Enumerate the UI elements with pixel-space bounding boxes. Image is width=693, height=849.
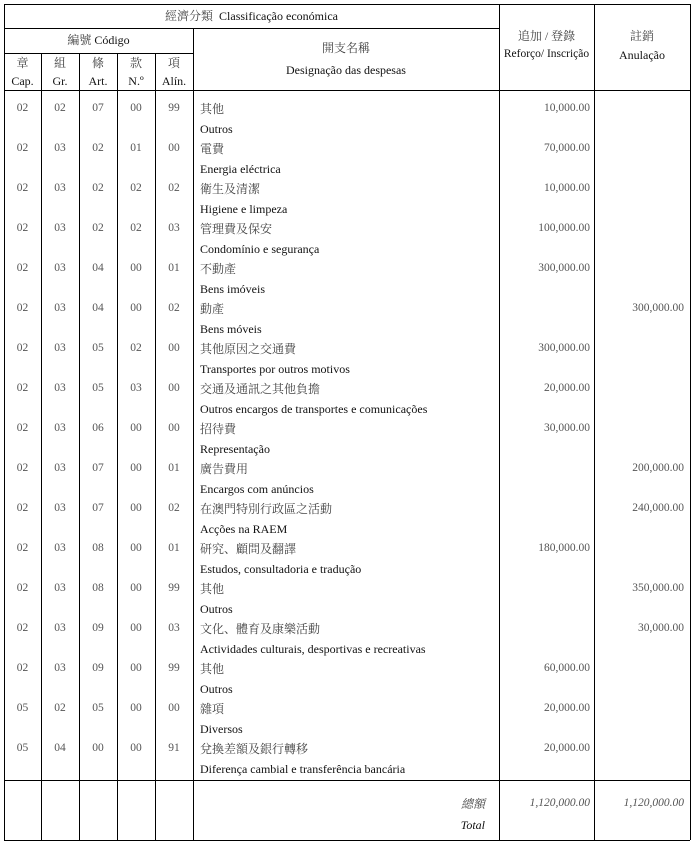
code-n: 00 <box>130 742 142 754</box>
code-cap: 05 <box>16 742 29 754</box>
code-art: 04 <box>92 302 104 314</box>
code-n: 02 <box>130 342 142 354</box>
code-alin: 02 <box>168 502 180 514</box>
code-gr: 03 <box>54 582 66 594</box>
code-n: 00 <box>130 662 142 674</box>
code-alin: 02 <box>168 302 180 314</box>
code-cap: 02 <box>16 462 29 474</box>
code-cap: 02 <box>16 342 29 354</box>
rule-header-2 <box>4 53 193 54</box>
code-cap: 02 <box>16 222 29 234</box>
designation-zh-cell: 在澳門特別行政區之活動 <box>200 502 333 516</box>
designation-zh-cell: 其他原因之交通費 <box>200 342 297 356</box>
col-art-pt: Art. <box>88 74 108 88</box>
designation-pt-cell: Higiene e limpeza <box>200 202 288 216</box>
reforco-cell: 60,000.00 <box>544 662 590 674</box>
col-cap-zh: 章 <box>16 56 29 70</box>
rule-v-code <box>193 28 194 840</box>
designation-pt: Designação das despesas <box>286 63 406 77</box>
designation-pt-cell: Outros <box>200 682 233 696</box>
designation-zh-cell: 衛生及清潔 <box>200 182 261 196</box>
code-art: 05 <box>92 382 104 394</box>
rule-v-n <box>155 53 156 840</box>
code-art: 09 <box>92 662 104 674</box>
code-gr: 03 <box>54 502 66 514</box>
code-art: 04 <box>92 262 104 274</box>
reforco-cell: 300,000.00 <box>538 262 590 274</box>
code-pt: Código <box>94 33 130 47</box>
code-n: 00 <box>130 582 142 594</box>
col-art-zh: 條 <box>91 56 104 70</box>
code-n: 02 <box>130 222 142 234</box>
anulacao-cell: 30,000.00 <box>638 622 684 634</box>
rule-v-reforco <box>594 4 595 840</box>
code-gr: 03 <box>54 622 66 634</box>
reforco-cell: 70,000.00 <box>544 142 590 154</box>
code-gr: 03 <box>54 262 66 274</box>
designation-zh-cell: 不動產 <box>200 262 237 276</box>
code-gr: 02 <box>54 702 66 714</box>
rule-bottom <box>4 840 690 841</box>
code-alin: 02 <box>168 182 180 194</box>
annulment-zh: 註銷 <box>629 29 654 43</box>
code-gr: 02 <box>54 102 66 114</box>
code-art: 06 <box>92 422 104 434</box>
col-alin-zh: 項 <box>167 56 180 70</box>
designation-pt-cell: Acções na RAEM <box>200 522 288 536</box>
designation-pt-cell: Energia eléctrica <box>200 162 281 176</box>
total-reforco: 1,120,000.00 <box>529 797 590 809</box>
col-n-pt: N.º <box>128 74 144 88</box>
designation-pt-cell: Estudos, consultadoria e tradução <box>200 562 362 576</box>
reinforcement-pt: Reforço/ Inscrição <box>503 48 590 60</box>
code-gr: 03 <box>54 422 66 434</box>
reforco-cell: 180,000.00 <box>538 542 590 554</box>
anulacao-cell: 240,000.00 <box>632 502 684 514</box>
classification-pt: Classificação económica <box>219 9 338 23</box>
designation-pt-cell: Outros <box>200 122 233 136</box>
reforco-cell: 20,000.00 <box>544 742 590 754</box>
code-alin: 03 <box>168 222 180 234</box>
rule-v-desc <box>499 4 500 840</box>
code-art: 02 <box>92 142 104 154</box>
code-gr: 03 <box>54 462 66 474</box>
designation-zh-cell: 廣告費用 <box>200 462 249 476</box>
code-gr: 03 <box>54 382 66 394</box>
rule-v-right <box>690 4 691 840</box>
designation-pt-cell: Diferença cambial e transferência bancária <box>200 762 406 776</box>
code-alin: 00 <box>168 142 180 154</box>
code-alin: 99 <box>168 582 180 594</box>
rule-body-bottom <box>4 780 690 781</box>
anulacao-cell: 200,000.00 <box>632 462 684 474</box>
reforco-cell: 10,000.00 <box>544 182 590 194</box>
designation-pt-cell: Diversos <box>200 722 243 736</box>
code-gr: 03 <box>54 302 66 314</box>
code-art: 07 <box>92 102 104 114</box>
code-art: 08 <box>92 582 104 594</box>
code-n: 00 <box>130 542 142 554</box>
code-gr: 03 <box>54 542 66 554</box>
reforco-cell: 30,000.00 <box>544 422 590 434</box>
total-label-zh: 總額 <box>460 797 485 811</box>
code-n: 00 <box>130 622 142 634</box>
code-n: 00 <box>130 702 142 714</box>
code-alin: 01 <box>168 462 180 474</box>
code-header <box>4 34 193 46</box>
designation-pt-cell: Outros encargos de transportes e comunicações <box>200 402 428 416</box>
designation-zh-cell: 交通及通訊之其他負擔 <box>200 382 321 396</box>
designation-zh: 開支名稱 <box>321 41 370 55</box>
code-n: 02 <box>130 182 142 194</box>
designation-zh-cell: 招待費 <box>200 422 237 436</box>
designation-zh-cell: 其他 <box>200 662 225 676</box>
code-zh: 編號 <box>67 33 92 47</box>
col-gr-pt: Gr. <box>52 74 68 88</box>
code-cap: 02 <box>16 662 29 674</box>
code-alin: 00 <box>168 382 180 394</box>
code-art: 02 <box>92 182 104 194</box>
rule-header-1 <box>4 28 499 29</box>
code-n: 00 <box>130 422 142 434</box>
code-art: 00 <box>92 742 104 754</box>
code-cap: 02 <box>16 182 29 194</box>
designation-zh-cell: 研究、顧問及翻譯 <box>200 542 297 556</box>
code-cap: 02 <box>16 142 29 154</box>
code-cap: 02 <box>16 502 29 514</box>
code-cap: 05 <box>16 702 29 714</box>
rule-top <box>4 4 690 5</box>
designation-pt-cell: Transportes por outros motivos <box>200 362 350 376</box>
designation-pt-cell: Outros <box>200 602 233 616</box>
anulacao-cell: 350,000.00 <box>632 582 684 594</box>
reforco-cell: 10,000.00 <box>544 102 590 114</box>
code-gr: 03 <box>54 142 66 154</box>
code-alin: 00 <box>168 422 180 434</box>
code-gr: 03 <box>54 342 66 354</box>
code-n: 00 <box>130 102 142 114</box>
designation-pt-cell: Bens móveis <box>200 322 262 336</box>
rule-v-cap <box>41 53 42 840</box>
designation-zh-cell: 電費 <box>200 142 225 156</box>
anulacao-cell: 300,000.00 <box>632 302 684 314</box>
reforco-cell: 300,000.00 <box>538 342 590 354</box>
rule-v-left <box>4 4 5 840</box>
code-alin: 00 <box>168 702 180 714</box>
code-cap: 02 <box>16 262 29 274</box>
designation-zh-cell: 其他 <box>200 582 225 596</box>
code-cap: 02 <box>16 422 29 434</box>
code-alin: 99 <box>168 662 180 674</box>
code-n: 03 <box>130 382 142 394</box>
reforco-cell: 20,000.00 <box>544 702 590 714</box>
code-gr: 04 <box>54 742 66 754</box>
designation-pt-cell: Condomínio e segurança <box>200 242 320 256</box>
code-alin: 91 <box>168 742 180 754</box>
designation-zh-cell: 管理費及保安 <box>200 222 273 236</box>
code-n: 00 <box>130 502 142 514</box>
code-n: 00 <box>130 302 142 314</box>
designation-pt-cell: Encargos com anúncios <box>200 482 314 496</box>
col-alin-pt: Alín. <box>161 74 187 88</box>
classification-header <box>4 10 499 22</box>
classification-zh: 經濟分類 <box>165 9 214 23</box>
code-art: 07 <box>92 502 104 514</box>
designation-pt-cell: Actividades culturais, desportivas e recreativas <box>200 642 426 656</box>
code-n: 00 <box>130 462 142 474</box>
code-art: 08 <box>92 542 104 554</box>
rule-v-gr <box>79 53 80 840</box>
col-cap-pt: Cap. <box>11 74 34 88</box>
code-cap: 02 <box>16 622 29 634</box>
code-n: 00 <box>130 262 142 274</box>
reinforcement-zh: 追加 / 登錄 <box>517 29 576 43</box>
rule-header-bottom <box>4 90 690 91</box>
code-art: 09 <box>92 622 104 634</box>
code-alin: 01 <box>168 262 180 274</box>
code-cap: 02 <box>16 302 29 314</box>
designation-zh-cell: 動產 <box>200 302 225 316</box>
code-alin: 03 <box>168 622 180 634</box>
col-n-zh: 款 <box>129 56 142 70</box>
code-alin: 01 <box>168 542 180 554</box>
total-label-pt: Total <box>460 818 485 832</box>
code-gr: 03 <box>54 182 66 194</box>
designation-zh-cell: 文化、體育及康樂活動 <box>200 622 321 636</box>
col-gr-zh: 組 <box>53 56 66 70</box>
reforco-cell: 100,000.00 <box>538 222 590 234</box>
code-art: 02 <box>92 222 104 234</box>
code-cap: 02 <box>16 542 29 554</box>
code-cap: 02 <box>16 382 29 394</box>
code-alin: 99 <box>168 102 180 114</box>
reforco-cell: 20,000.00 <box>544 382 590 394</box>
code-gr: 03 <box>54 222 66 234</box>
code-art: 05 <box>92 702 104 714</box>
code-art: 05 <box>92 342 104 354</box>
annulment-pt: Anulação <box>619 48 665 62</box>
code-n: 01 <box>130 142 142 154</box>
rule-v-art <box>117 53 118 840</box>
designation-zh-cell: 兌換差額及銀行轉移 <box>200 742 309 756</box>
code-alin: 00 <box>168 342 180 354</box>
designation-pt-cell: Bens imóveis <box>200 282 265 296</box>
code-gr: 03 <box>54 662 66 674</box>
designation-zh-cell: 雜項 <box>200 702 225 716</box>
designation-pt-cell: Representação <box>200 442 270 456</box>
code-cap: 02 <box>16 582 29 594</box>
code-art: 07 <box>92 462 104 474</box>
code-cap: 02 <box>16 102 29 114</box>
designation-zh-cell: 其他 <box>200 102 225 116</box>
total-anulacao: 1,120,000.00 <box>623 797 684 809</box>
